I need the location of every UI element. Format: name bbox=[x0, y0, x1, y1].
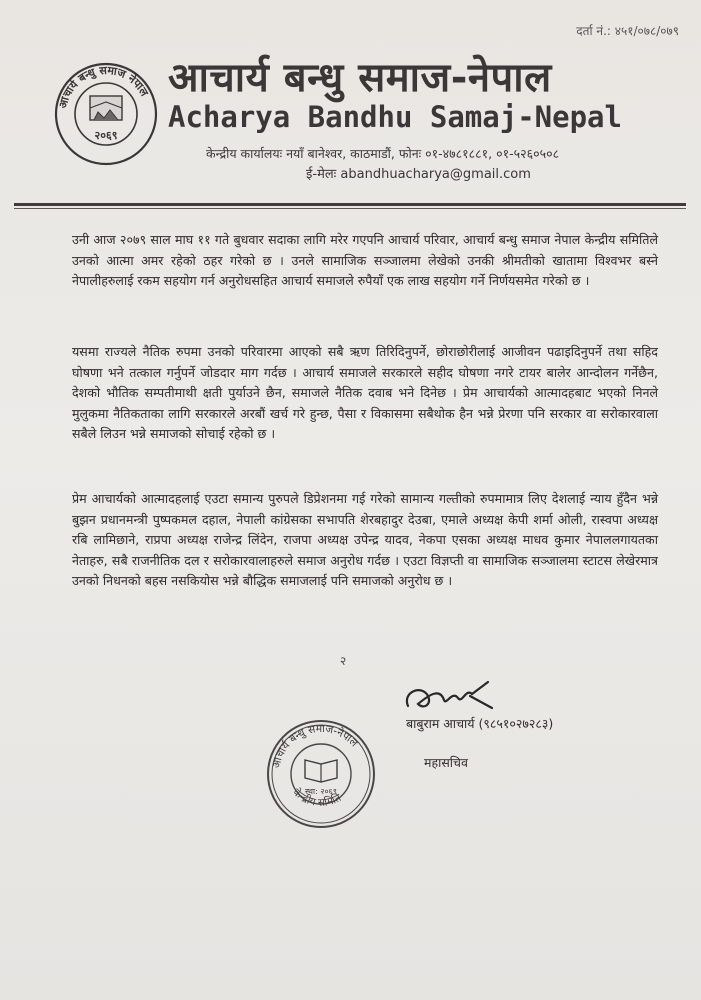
body-paragraph: प्रेम आचार्यको आत्मादहलाई एउटा समान्य पुरुपले डिप्रेशनमा गई गरेको सामान्य गल्तीको रुपमामात्र लिए देशलाई न्याय हुँदैन भन्ने बुझन प्रधानमन्त्री पुष्पकमल दहाल, नेपाली कांग्रेसका सभापति शेरबहादुर देउबा, एमाले अध्यक्ष केपी शर्मा ओली, रास्वपा अध्यक्ष रबि लामिछाने, राप्रपा अध्यक्ष राजेन्द्र लिंदेन, राजपा अध्यक्ष उपेन्द्र यादव, नेकपा एसका अध्यक्ष माधव कुमार नेपाललगायतका नेताहरु, सबै राजनीतिक दल र सरोकारवालाहरुले समाज अनुरोध गर्दछ । एउटा विज्ञप्ती वा सामाजिक सञ्जालमा स्टाटस लेखेरमात्र उनको निधनको बहस नसकियोस भन्ने बौद्धिक समाजलाई पनि समाजको अनुरोध छ । bbox=[72, 491, 658, 588]
signatory-title: महासचिव bbox=[424, 755, 468, 770]
seal-bottom-committee-text: केन्द्रीय समिति bbox=[290, 786, 344, 809]
header-divider bbox=[14, 203, 686, 206]
organization-seal-icon bbox=[54, 62, 158, 166]
organization-title-english: Acharya Bandhu Samaj-Nepal bbox=[168, 100, 622, 134]
email-address: ई-मेलः abandhuacharya@gmail.com bbox=[306, 167, 531, 182]
seal-bottom-ring-text: आचार्य बन्धु समाज-नेपाल bbox=[270, 722, 361, 770]
page-number: २ bbox=[340, 654, 347, 668]
signature-icon bbox=[400, 676, 500, 720]
signatory-name: बाबुराम आचार्य (९८५१०२७२८३) bbox=[406, 716, 554, 731]
office-address: केन्द्रीय कार्यालयः नयाँ बानेश्वर, काठमाडौं, फोनः ०१-४७८१८८१, ०१-५२६०५०८ bbox=[206, 146, 560, 161]
organization-title-nepali: आचार्य बन्धु समाज-नेपाल bbox=[168, 55, 552, 101]
seal-top-year: २०६९ bbox=[94, 129, 118, 142]
body-paragraph: उनी आज २०७९ साल माघ ११ गते बुधवार सदाका लागि मरेर गएपनि आचार्य परिवार, आचार्य बन्धु समाज नेपाल केन्द्रीय समितिले उनको आत्मा अमर रहेको ठहर गरेको छ । उनले सामाजिक सञ्जालमा लेखेको उनकी श्रीमतीको खातामा विश्वभर बस्ने नेपालीहरुलाई रकम सहयोग गर्न अनुरोधसहित आचार्य समाजले रुपैयाँ एक लाख सहयोग गर्ने निर्णयसमेत गरेको छ । bbox=[72, 232, 658, 288]
registration-number: दर्ता नं.: ४५१/०७८/०७९ bbox=[576, 24, 679, 38]
header-divider-thin bbox=[14, 208, 686, 209]
seal-top-ring-text: आचार्य बन्धु समाज नेपाल bbox=[56, 63, 151, 110]
committee-seal-icon bbox=[265, 718, 377, 830]
seal-bottom-established: स्था: २०६९ bbox=[304, 787, 338, 796]
body-paragraph: यसमा राज्यले नैतिक रुपमा उनको परिवारमा आएको सबै ऋण तिरिदिनुपर्ने, छोराछोरीलाई आजीवन पढाइदिनुपर्ने तथा सहिद घोषणा भने तत्काल गर्नुपर्ने जोडदार माग गर्दछ । आचार्य समाजले सरकारले सहीद घोषणा नगरे टायर बालेर आन्दोलन गर्नेछैन, देशको भौतिक सम्पतीमाथी क्षती पुर्याउने छैन, समाजले नैतिक दवाब भने दिनेछ । प्रेम आचार्यको आत्मादहबाट भएको निनले मुलुकमा नैतिकताका लागि सरकारले अरबौं खर्च गरे हुन्छ, पैसा र विकासमा सबैथोक हैन भन्ने प्रेरणा पनि सरकार वा सरोकारवाला सबैले लिउन भन्ने समाजको सोचाई रहेको छ । bbox=[72, 344, 658, 441]
